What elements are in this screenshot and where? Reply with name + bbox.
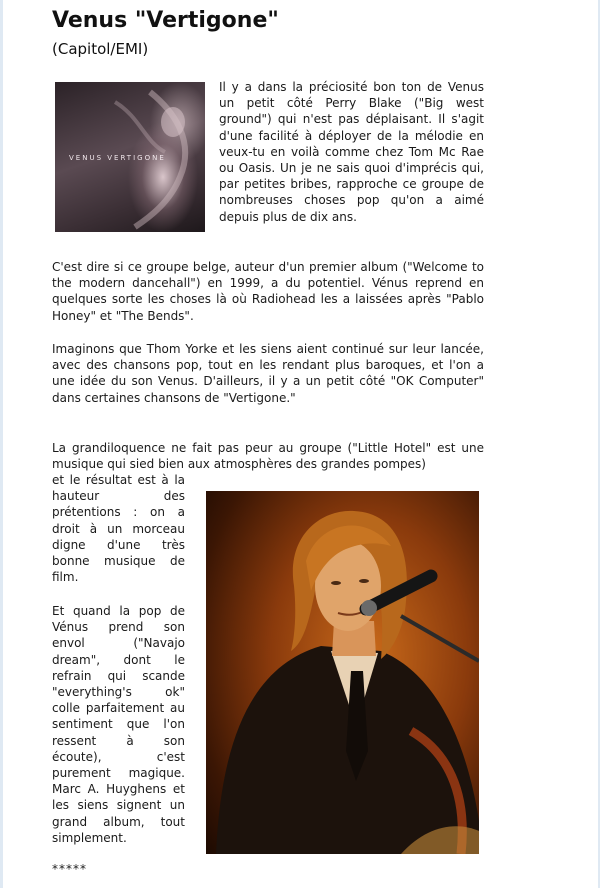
cover-title-text: VENUS VERTIGONE bbox=[69, 154, 166, 162]
review-paragraph-2: C'est dire si ce groupe belge, auteur d'un premier album ("Welcome to the modern dancehall") en 1999, a du potentiel. Vénus reprend en quelques sorte les choses là où Radiohead les a laissées après "Pablo Honey" et "The Bends". bbox=[52, 260, 484, 323]
review-paragraph-6: Et quand la pop de Vénus prend son envol ("Navajo dream", dont le refrain qui scande "everything's ok" colle parfaitement au sentiment que l'on ressent à son écoute), c'est purement magique. Marc A. Huyghens et les siens signent un grand album, tout simplement. bbox=[52, 604, 185, 845]
left-border bbox=[0, 0, 3, 888]
record-label: (Capitol/EMI) bbox=[52, 40, 149, 58]
rating-stars: ***** bbox=[52, 862, 87, 876]
review-paragraph-5: et le résultat est à la hauteur des prétentions : on a droit à un morceau digne d'une très bonne musique de film. bbox=[52, 473, 185, 585]
concert-photo bbox=[206, 491, 479, 854]
review-paragraph-3: Imaginons que Thom Yorke et les siens aient continué sur leur lancée, avec des chansons pop, tout en les rendant plus baroques, et l'on a une idée du son Venus. D'ailleurs, il y a un petit côté "OK Computer" dans certaines chansons de "Vertigone." bbox=[52, 342, 484, 405]
album-cover-image bbox=[55, 82, 205, 232]
review-paragraph-4: La grandiloquence ne fait pas peur au groupe ("Little Hotel" est une musique qui sied bien aux atmosphères des grandes pompes) bbox=[52, 441, 484, 472]
right-border bbox=[598, 0, 600, 888]
singer-illustration bbox=[206, 491, 479, 854]
album-title: Venus "Vertigone" bbox=[52, 8, 279, 33]
review-paragraph-1: Il y a dans la préciosité bon ton de Venus un petit côté Perry Blake ("Big west ground") qui n'est pas déplaisant. Il s'agit d'une facilité à déployer de la mélodie en veux-tu en voilà comme chez Tom Mc Rae ou Oasis. Un je ne sais quoi d'imprécis qui, par petites bribes, rapproche ce groupe de nombreuses choses pop qu'on a aimé depuis plus de dix ans. bbox=[219, 80, 484, 224]
